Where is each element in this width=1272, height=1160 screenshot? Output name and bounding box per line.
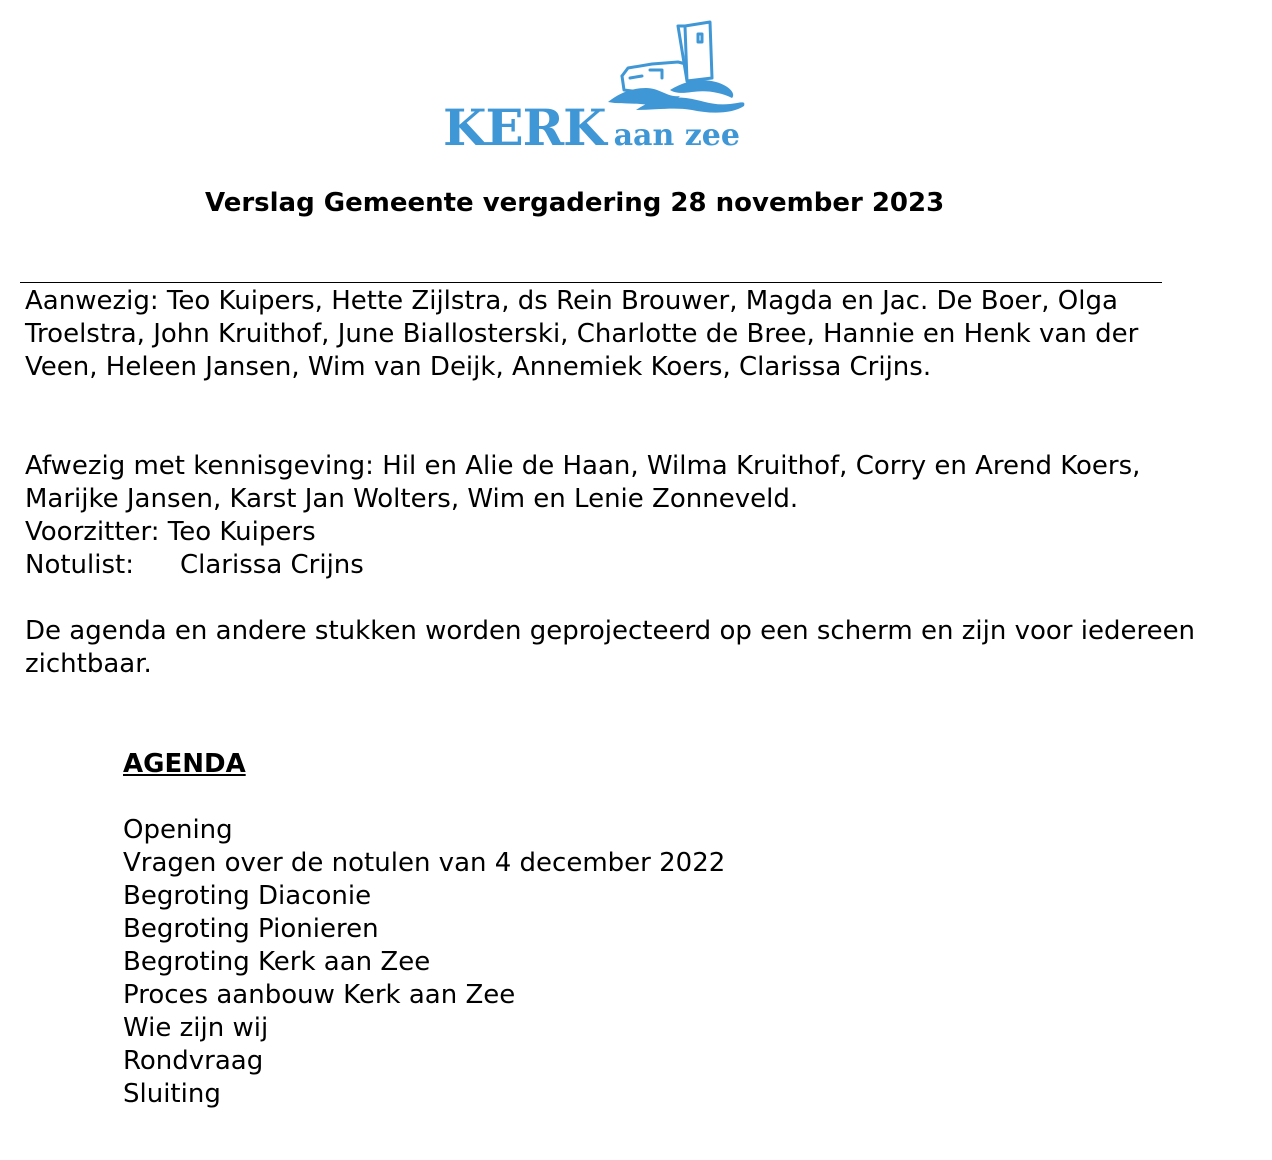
chair-name: Teo Kuipers [167, 517, 316, 547]
chair-label: Voorzitter: [25, 517, 160, 547]
secretary-label: Notulist: [25, 550, 134, 580]
document-title: Verslag Gemeente vergadering 28 november 2023 [205, 188, 945, 218]
agenda-item: Begroting Pionieren [123, 914, 379, 944]
agenda-item: Begroting Diaconie [123, 881, 372, 911]
agenda-list [123, 814, 725, 1111]
title-divider [20, 282, 1162, 283]
logo-word-aan-zee: aan zee [613, 118, 740, 153]
logo-word-kerk: KERK [443, 98, 606, 157]
agenda-item: Rondvraag [123, 1046, 264, 1076]
agenda-item: Opening [123, 815, 233, 845]
logo-wordmark [443, 98, 740, 157]
agenda-item: Wie zijn wij [123, 1013, 269, 1043]
kerk-aan-zee-logo [440, 18, 760, 157]
agenda-item: Vragen over de notulen van 4 december 2022 [123, 848, 726, 878]
agenda-item: Begroting Kerk aan Zee [123, 947, 431, 977]
secretary-name: Clarissa Crijns [180, 550, 364, 580]
agenda-note-paragraph: De agenda en andere stukken worden geprojecteerd op een scherm en zijn voor iedereen zichtbaar. [25, 616, 1196, 679]
present-paragraph: Aanwezig: Teo Kuipers, Hette Zijlstra, ds Rein Brouwer, Magda en Jac. De Boer, Olga Troelstra, John Kruithof, June Biallosterski, Charlotte de Bree, Hannie en Henk van der Veen, Heleen Jansen, Wim van Deijk, Annemiek Koers, Clarissa Crijns. [25, 286, 1139, 382]
absent-block [25, 450, 1205, 582]
chair-row [25, 516, 1205, 549]
agenda-item: Proces aanbouw Kerk aan Zee [123, 980, 516, 1010]
agenda-section [123, 748, 725, 1111]
secretary-row [25, 549, 1205, 582]
absent-paragraph: Afwezig met kennisgeving: Hil en Alie de Haan, Wilma Kruithof, Corry en Arend Koers, Marijke Jansen, Karst Jan Wolters, Wim en Lenie Zonneveld. [25, 451, 1141, 514]
agenda-item: Sluiting [123, 1079, 221, 1109]
agenda-heading: AGENDA [123, 749, 246, 779]
